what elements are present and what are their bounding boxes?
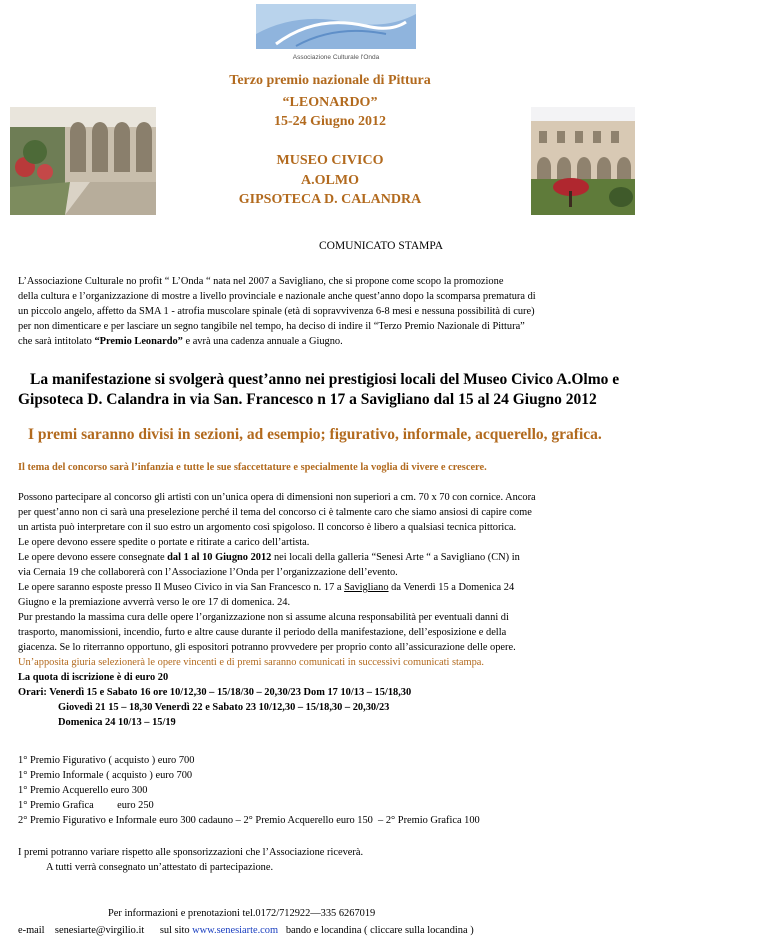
intro-paragraph — [18, 274, 698, 349]
rules-line: giacenza. Se lo riterranno opportuno, gli espositori potranno provvedere per proprio conto all’assicurazione delle opere. — [18, 642, 516, 653]
cloister-photo-left — [10, 107, 156, 215]
rules-line: per quest’anno non ci sarà una preselezione perché il tema del concorso ci è talmente caro che siamo ansiosi di capire come — [18, 507, 532, 518]
delivery-dates: dal 1 al 10 Giugno 2012 — [167, 552, 272, 563]
rules-text: Le opere saranno esposte presso Il Museo Civico in via San Francesco n. 17 a — [18, 582, 345, 593]
rules-line: Pur prestando la massima cura delle opere l’organizzazione non si assume alcuna responsabilità per eventuali danni di — [18, 612, 509, 623]
intro-line: un piccolo angelo, affetto da SMA 1 - atrofia muscolare spinale (età di sopravvivenza 6-8 mesi e nessuna possibilità di cure) — [18, 306, 535, 317]
intro-line: per non dimenticare e per lasciare un segno tangibile nel tempo, ha deciso di indire il “Terzo Premio Nazionale di Pittura” — [18, 321, 525, 332]
rules-line: Giugno e la premiazione avverrà verso le ore 17 di domenica. 24. — [18, 597, 291, 608]
venue-line-2: A.OLMO — [301, 173, 359, 188]
manifestazione-line-2: Gipsoteca D. Calandra in via San. Francesco n 17 a Savigliano dal 15 al 24 Giugno 2012 — [18, 391, 597, 408]
rules-line: un artista può interpretare con il suo estro un argomento così spigoloso. Il concorso è libero a qualsiasi tecnica pittorica. — [18, 522, 517, 533]
email-text: e-mail senesiarte@virgilio.it sul sito — [18, 925, 193, 936]
rules-line: Le opere devono essere spedite o portate e ritirate a carico dell’artista. — [18, 537, 310, 548]
closing-paragraph — [18, 845, 698, 875]
prize-item: 2° Premio Figurativo e Informale euro 300 cadauno – 2° Premio Acquerello euro 150 – 2° Premio Grafica 100 — [18, 815, 480, 826]
venue-line-1: MUSEO CIVICO — [276, 153, 384, 168]
venue-line-3: GIPSOTECA D. CALANDRA — [238, 192, 422, 207]
prize-list — [18, 753, 698, 828]
premio-leonardo-label: “Premio Leonardo” — [94, 336, 183, 347]
contest-theme: Il tema del concorso sarà l’infanzia e tutte le sue sfaccettature e specialmente la voglia di vivere e crescere. — [18, 462, 487, 473]
jury-line: Un’apposita giuria selezionerà le opere vincenti e di premi saranno comunicati in successivi comunicati stampa. — [18, 657, 484, 668]
prize-item: 1° Premio Informale ( acquisto ) euro 700 — [18, 770, 193, 781]
closing-line: I premi potranno variare rispetto alle sponsorizzazioni che l’Associazione riceverà. — [18, 847, 364, 858]
hours-line: Giovedì 21 15 – 18,30 Venerdì 22 e Sabato 23 10/12,30 – 15/18,30 – 20,30/23 — [58, 702, 390, 713]
rules-line: trasporto, manomissioni, incendio, furto e altre cause durante il periodo della manifestazione, dell’esposizione e della — [18, 627, 507, 638]
prize-sections: I premi saranno divisi in sezioni, ad esempio; figurativo, informale, acquerello, grafica. — [28, 426, 602, 443]
contact-info: Per informazioni e prenotazioni tel.0172/712922—335 6267019 — [108, 908, 376, 919]
intro-line — [18, 334, 698, 349]
hours-line: Domenica 24 10/13 – 15/19 — [58, 717, 176, 728]
intro-line: della cultura e l’organizzazione di mostre a livello provinciale e nazionale anche quest’anno dopo la scomparsa prematura di — [18, 291, 536, 302]
rules-line — [18, 580, 698, 595]
hours-line: Orari: Venerdì 15 e Sabato 16 ore 10/12,30 – 15/18/30 – 20,30/23 Dom 17 10/13 – 15/18,30 — [18, 687, 412, 698]
rules-line — [18, 550, 698, 565]
intro-line: L’Associazione Culturale no profit “ L’Onda “ nata nel 2007 a Savigliano, che si propone come scopo la promozione — [18, 276, 504, 287]
rules-text: da Venerdì 15 a Domenica 24 — [388, 582, 515, 593]
contest-dates: 15-24 Giugno 2012 — [273, 114, 386, 129]
prize-item: 1° Premio Figurativo ( acquisto ) euro 700 — [18, 755, 195, 766]
manifestazione-line-1: La manifestazione si svolgerà quest’anno nei prestigiosi locali del Museo Civico A.Olmo e — [30, 371, 620, 388]
bando-text: bando e locandina ( cliccare sulla locandina ) — [278, 925, 474, 936]
contest-title: Terzo premio nazionale di Pittura — [229, 73, 431, 88]
closing-line: A tutti verrà consegnato un’attestato di partecipazione. — [46, 862, 274, 873]
rules-line: via Cernaia 19 che collaborerà con l’Associazione l’Onda per l’organizzazione dell’evento. — [18, 567, 398, 578]
fee-line: La quota di iscrizione è di euro 20 — [18, 672, 169, 683]
intro-text: che sarà intitolato — [18, 336, 95, 347]
savigliano-word: Savigliano — [344, 582, 389, 593]
press-release-title: COMUNICATO STAMPA — [318, 240, 443, 252]
association-logo — [256, 4, 416, 62]
rules-line: Possono partecipare al concorso gli artisti con un’unica opera di dimensioni non superiori a cm. 70 x 70 con cornice. Ancora — [18, 492, 536, 503]
website-link[interactable]: www.senesiarte.com — [192, 925, 279, 936]
intro-text: e avrà una cadenza annuale a Giugno. — [182, 336, 343, 347]
prize-item: 1° Premio Acquerello euro 300 — [18, 785, 148, 796]
rules-text: nei locali della galleria “Senesi Arte “ a Savigliano (CN) in — [271, 552, 520, 563]
contest-name: “LEONARDO” — [282, 95, 378, 110]
courtyard-photo-right — [531, 107, 635, 215]
footer-links — [18, 923, 758, 938]
rules-paragraph — [18, 490, 698, 730]
logo-text: Associazione Culturale l'Onda — [292, 54, 380, 61]
rules-text: Le opere devono essere consegnate — [18, 552, 168, 563]
prize-item: 1° Premio Grafica euro 250 — [18, 800, 154, 811]
